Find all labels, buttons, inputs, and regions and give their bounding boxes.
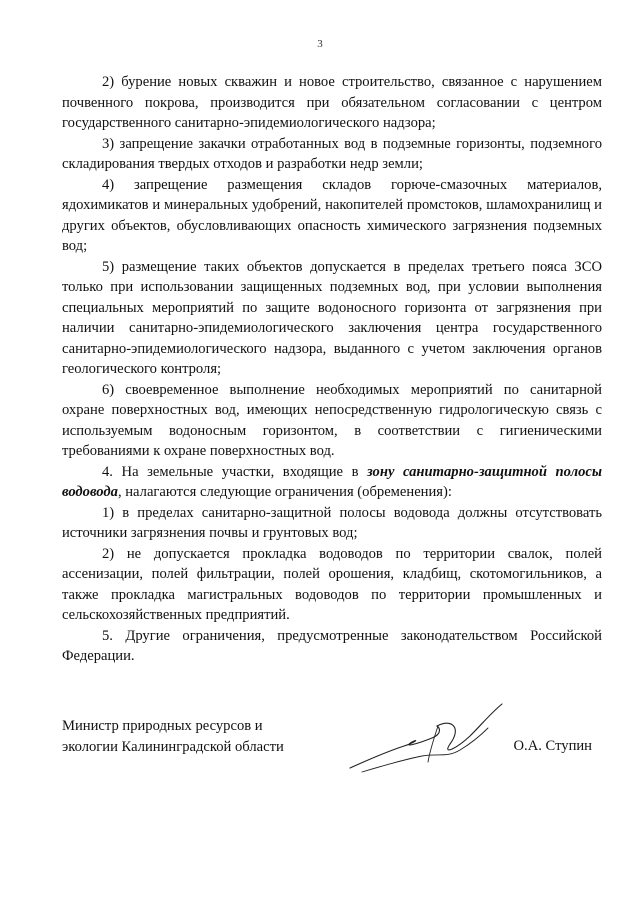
signer-position-line-2: экологии Калининградской области xyxy=(62,738,284,755)
section-4-prefix: 4. На земельные участки, входящие в xyxy=(102,463,368,480)
signer-name: О.А. Ступин xyxy=(513,738,592,754)
paragraph-item-6: 6) своевременное выполнение необходимых мероприятий по санитарной охране поверхностных вод, имеющих непосредственную гидрологическую связь с используемым водоносным горизонтом, в соответствии с гигиеническими требованиями к охране поверхностных вод. xyxy=(62,381,602,459)
section-4-item-1: 1) в пределах санитарно-защитной полосы водовода должны отсутствовать источники загрязнения почвы и грунтовых вод; xyxy=(62,504,602,541)
section-5: 5. Другие ограничения, предусмотренные законодательством Российской Федерации. xyxy=(62,627,602,664)
section-4-intro xyxy=(62,462,602,503)
section-4-emphasis: зону санитарно-защитной полосы водовода xyxy=(62,463,602,500)
section-4-suffix: , налагаются следующие ограничения (обременения): xyxy=(117,484,452,500)
handwritten-signature xyxy=(342,698,512,778)
paragraph-item-2: 2) бурение новых скважин и новое строительство, связанное с нарушением почвенного покрова, производится при обязательном согласовании с центром государственного санитарно-эпидемиологического надзора; xyxy=(62,74,602,131)
paragraph-item-4: 4) запрещение размещения складов горюче-смазочных материалов, ядохимикатов и минеральных удобрений, накопителей промстоков, шламохранилищ и других объектов, обусловливающих опасность химического загрязнения подземных вод; xyxy=(62,176,602,254)
page-number: 3 xyxy=(317,38,323,50)
signer-position xyxy=(62,716,284,757)
section-4-item-2: 2) не допускается прокладка водоводов по территории свалок, полей ассенизации, полей фильтрации, полей орошения, кладбищ, скотомогильников, а также прокладка магистральных водоводов по территории промышленных и сельскохозяйственных предприятий. xyxy=(62,545,602,623)
paragraph-item-3: 3) запрещение закачки отработанных вод в подземные горизонты, подземного складирования твердых отходов и разработки недр земли; xyxy=(62,135,602,172)
document-body xyxy=(62,72,602,667)
paragraph-item-5: 5) размещение таких объектов допускается в пределах третьего пояса ЗСО только при использовании защищенных подземных вод, при условии выполнения специальных мероприятий по защите водоносного горизонта от загрязнения при наличии санитарно-эпидемиологического заключения центра государственного санитарно-эпидемиологического надзора, выданного с учетом заключения органов геологического контроля; xyxy=(62,258,602,377)
signer-position-line-1: Министр природных ресурсов и xyxy=(62,718,263,734)
